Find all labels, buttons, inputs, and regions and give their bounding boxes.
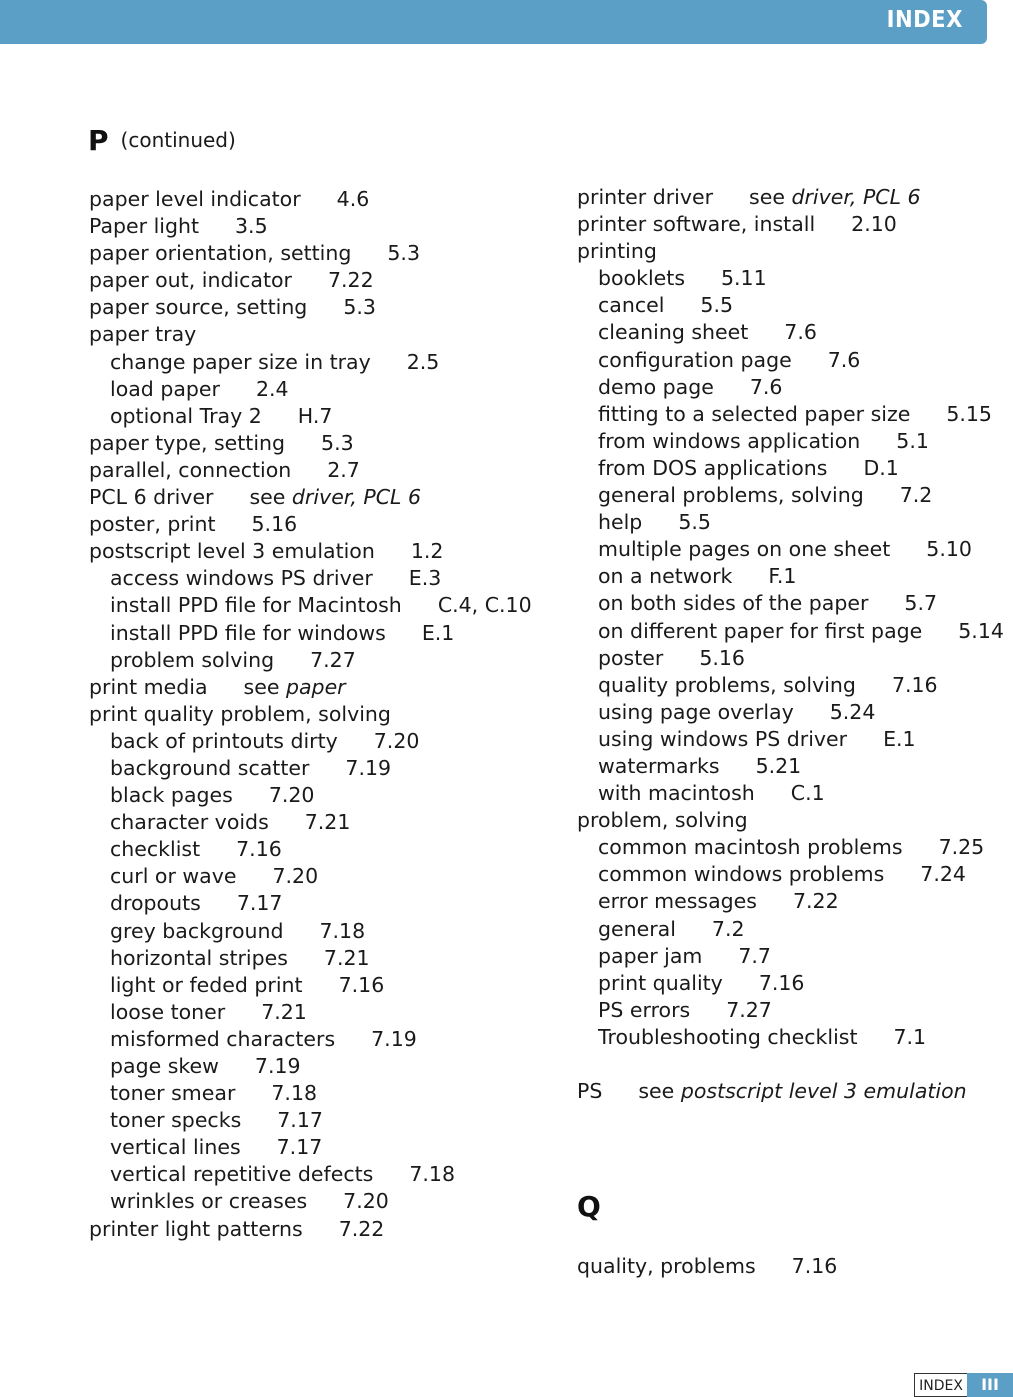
page-reference: 7.16 [891,672,938,697]
page-reference: 5.5 [700,293,734,318]
index-entry [89,457,532,484]
index-term: vertical repetitive defects [110,1162,374,1187]
index-spacer [577,1051,1004,1078]
index-subentry [89,1026,532,1053]
index-term: multiple pages on one sheet [598,537,891,562]
page-reference: 7.16 [758,970,805,995]
index-term: paper orientation, setting [89,241,352,266]
page-reference: 2.10 [851,212,897,237]
page-reference: 5.7 [904,591,938,616]
page-reference: 7.21 [323,945,370,970]
page-reference: 5.11 [721,266,767,291]
page-reference: 7.6 [749,374,783,399]
index-term: quality problems, solving [598,672,856,697]
index-term: general [598,916,676,941]
page-reference: 5.3 [387,241,420,266]
index-term: paper source, setting [89,295,308,320]
index-subentry [577,319,1004,346]
page-reference: 5.14 [958,618,1004,643]
page-reference: 5.24 [829,699,876,724]
index-term: misformed characters [110,1026,336,1051]
index-subentry [577,943,1004,970]
page-reference: 3.5 [235,214,268,239]
index-subentry [577,292,1004,319]
index-term: printing [577,239,657,264]
index-term: from windows application [598,428,861,453]
page-reference: 7.6 [784,320,817,345]
index-subentry [577,753,1004,780]
see-reference: paper [285,674,346,699]
page-reference: 7.21 [261,999,307,1024]
index-term: on both sides of the paper [598,591,869,616]
page-reference: 5.16 [251,512,298,537]
index-subentry [577,455,1004,482]
page-reference: 7.27 [726,997,772,1022]
index-entry [577,1078,1004,1105]
page-reference: 7.19 [254,1054,301,1078]
see-reference: driver, PCL 6 [791,185,921,209]
header-title: INDEX [886,7,963,33]
index-term: configuration page [598,347,792,372]
index-term: with macintosh [598,781,755,806]
index-term: problem solving [110,647,275,672]
page-reference: 7.1 [893,1024,927,1049]
index-term: light or feded print [110,972,303,997]
index-term: change paper size in tray [110,349,371,374]
index-term: wrinkles or creases [110,1189,308,1214]
index-subentry [577,699,1004,726]
index-subentry [577,780,1004,807]
index-subentry [89,592,532,619]
index-term: cancel [598,293,665,318]
index-term: paper out, indicator [89,268,292,293]
index-entry [89,294,532,321]
page-reference: 2.7 [327,457,360,482]
page-reference: 7.24 [920,862,966,887]
index-entry [577,184,1004,211]
index-term: print quality problem, solving [89,701,391,726]
index-subentry [89,918,532,945]
index-entry [89,240,532,267]
page-reference: 7.25 [938,835,985,860]
index-subentry [89,1080,532,1107]
page-reference: 7.20 [343,1189,389,1214]
page-reference: 2.5 [406,349,440,374]
index-term: paper level indicator [89,187,301,211]
index-term: paper jam [598,943,703,968]
section-heading-q [577,1190,601,1223]
index-term: using windows PS driver [598,726,848,751]
index-subentry [577,428,1004,455]
see-label: see [249,485,286,510]
index-term: loose toner [110,999,226,1024]
index-subentry [89,755,532,782]
index-subentry [577,563,1004,590]
index-term: poster [598,645,664,670]
index-term: Troubleshooting checklist [598,1024,858,1049]
header-bar [0,0,987,44]
index-subentry [89,349,532,376]
index-term: print media [89,674,208,699]
page-reference: 7.17 [276,1135,323,1160]
index-term: background scatter [110,755,310,780]
page-number: III [967,1373,1013,1397]
index-entry [577,238,1004,265]
page-reference: 7.22 [792,889,839,914]
page-reference: F.1 [768,564,797,589]
index-subentry [89,565,532,592]
page-reference: 7.19 [371,1026,417,1051]
index-subentry [577,509,1004,536]
see-label: see [749,185,785,209]
page-reference: 7.22 [338,1216,385,1241]
index-term: install PPD file for windows [110,620,386,645]
index-term: on different paper for first page [598,618,923,643]
index-subentry [577,401,1004,428]
see-label: see [638,1079,675,1104]
index-subentry [577,861,1004,888]
page-reference: 7.22 [328,268,374,293]
index-term: demo page [598,374,714,399]
page-reference: 5.3 [343,295,376,320]
index-term: problem, solving [577,808,748,833]
index-entry [89,674,532,701]
page-reference: D.1 [863,455,899,480]
index-subentry [577,834,1004,861]
index-subentry [89,620,532,647]
page-reference: 7.18 [271,1081,318,1106]
index-subentry [89,1053,532,1080]
index-term: character voids [110,810,269,835]
index-entry [89,213,532,240]
index-term: printer light patterns [89,1216,303,1241]
index-subentry [89,647,532,674]
page-reference: 7.16 [791,1254,838,1278]
page-reference: 7.2 [711,916,745,941]
index-subentry [577,997,1004,1024]
section-heading-p [88,124,236,157]
index-term: toner specks [110,1108,242,1133]
index-entry [89,321,532,348]
index-subentry [89,1107,532,1134]
page-reference: C.1 [790,781,825,806]
index-subentry [577,672,1004,699]
page-reference: 1.2 [410,539,444,564]
footer-label: INDEX [914,1373,967,1397]
page-reference: 5.1 [896,428,929,453]
index-subentry [89,782,532,809]
page-reference: 7.27 [310,647,356,672]
index-term: parallel, connection [89,457,292,482]
page-reference: 7.20 [268,783,315,808]
index-subentry [577,590,1004,617]
index-term: install PPD file for Macintosh [110,593,402,618]
page-reference: 7.20 [272,864,319,889]
page-reference: 7.6 [827,347,861,372]
section-letter: P [88,124,109,157]
page-reference: 5.15 [946,401,992,426]
index-term: postscript level 3 emulation [89,539,375,564]
page-reference: 7.2 [899,483,933,508]
index-entry [577,807,1004,834]
page-reference: 7.20 [373,728,420,753]
page-reference: 5.21 [755,753,802,778]
index-term: curl or wave [110,864,237,889]
page-reference: 5.5 [678,510,711,535]
index-entry [89,484,532,511]
index-subentry [89,376,532,403]
page-reference: 7.7 [738,943,771,968]
index-subentry [577,726,1004,753]
index-term: general problems, solving [598,483,864,508]
index-entry [89,538,532,565]
index-term: poster, print [89,512,216,537]
index-subentry [89,972,532,999]
index-subentry [89,1134,532,1161]
index-term: dropouts [110,891,201,916]
index-term: load paper [110,376,220,401]
index-term: PS errors [598,997,691,1022]
index-column-left [89,186,532,1243]
index-term: print quality [598,970,723,995]
index-term: paper tray [89,322,197,347]
index-term: booklets [598,266,685,291]
see-label: see [243,674,280,699]
page-reference: 5.10 [926,537,972,562]
index-term: cleaning sheet [598,320,749,345]
index-column-right [577,184,1004,1105]
page-reference: 7.16 [338,972,385,997]
index-term: black pages [110,783,233,808]
index-term: page skew [110,1054,219,1078]
page-reference: 7.18 [319,918,366,943]
index-term: using page overlay [598,699,794,724]
index-subentry [89,403,532,430]
page-reference: 4.6 [336,187,370,211]
index-subentry [577,916,1004,943]
index-term: access windows PS driver [110,566,373,591]
index-term: help [598,510,643,535]
index-term: toner smear [110,1081,236,1106]
index-subentry [89,999,532,1026]
index-subentry [577,265,1004,292]
page-reference: C.4, C.10 [437,593,532,618]
page-footer [914,1373,1013,1397]
index-column-q [577,1253,837,1280]
page-reference: 7.19 [345,755,392,780]
section-continued-label: (continued) [120,128,236,152]
page-reference: E.1 [421,620,455,645]
index-entry [89,511,532,538]
index-term: printer driver [577,185,714,209]
index-term: on a network [598,564,733,589]
index-term: horizontal stripes [110,945,288,970]
index-term: Paper light [89,214,200,239]
index-subentry [89,945,532,972]
page-reference: E.3 [408,566,442,591]
index-term: common macintosh problems [598,835,903,860]
index-subentry [577,374,1004,401]
index-entry [577,1253,837,1280]
section-letter: Q [577,1190,601,1223]
page-reference: E.1 [883,726,916,751]
see-reference: driver, PCL 6 [291,485,422,510]
index-subentry [89,1161,532,1188]
index-subentry [577,536,1004,563]
index-entry [89,186,532,213]
page-reference: 7.18 [409,1162,455,1187]
index-term: back of printouts dirty [110,728,338,753]
index-term: quality, problems [577,1254,756,1278]
index-subentry [577,645,1004,672]
index-term: error messages [598,889,757,914]
index-term: printer software, install [577,212,816,237]
index-entry [89,267,532,294]
index-term: common windows problems [598,862,885,887]
index-entry [89,430,532,457]
index-subentry [89,809,532,836]
page-reference: 7.21 [304,810,351,835]
index-term: checklist [110,837,201,862]
index-subentry [577,618,1004,645]
index-subentry [577,888,1004,915]
page-reference: 7.17 [277,1108,323,1133]
index-term: from DOS applications [598,455,828,480]
index-term: optional Tray 2 [110,403,262,428]
index-entry [89,1216,532,1243]
index-subentry [577,970,1004,997]
page-reference: 2.4 [255,376,289,401]
index-term: vertical lines [110,1135,241,1160]
index-term: grey background [110,918,284,943]
index-subentry [577,482,1004,509]
see-reference: postscript level 3 emulation [680,1079,967,1104]
index-subentry [577,347,1004,374]
index-term: PS [577,1079,603,1104]
index-subentry [89,836,532,863]
page-reference: 7.16 [236,837,282,862]
index-subentry [89,863,532,890]
index-term: watermarks [598,753,720,778]
index-subentry [89,890,532,917]
page-reference: H.7 [297,403,333,428]
index-term: fitting to a selected paper size [598,401,911,426]
index-subentry [577,1024,1004,1051]
index-term: paper type, setting [89,430,286,455]
index-entry [89,701,532,728]
index-entry [577,211,1004,238]
page-reference: 5.16 [699,645,745,670]
page-reference: 5.3 [321,430,354,455]
index-subentry [89,728,532,755]
index-term: PCL 6 driver [89,485,214,510]
index-subentry [89,1188,532,1215]
page-reference: 7.17 [236,891,283,916]
